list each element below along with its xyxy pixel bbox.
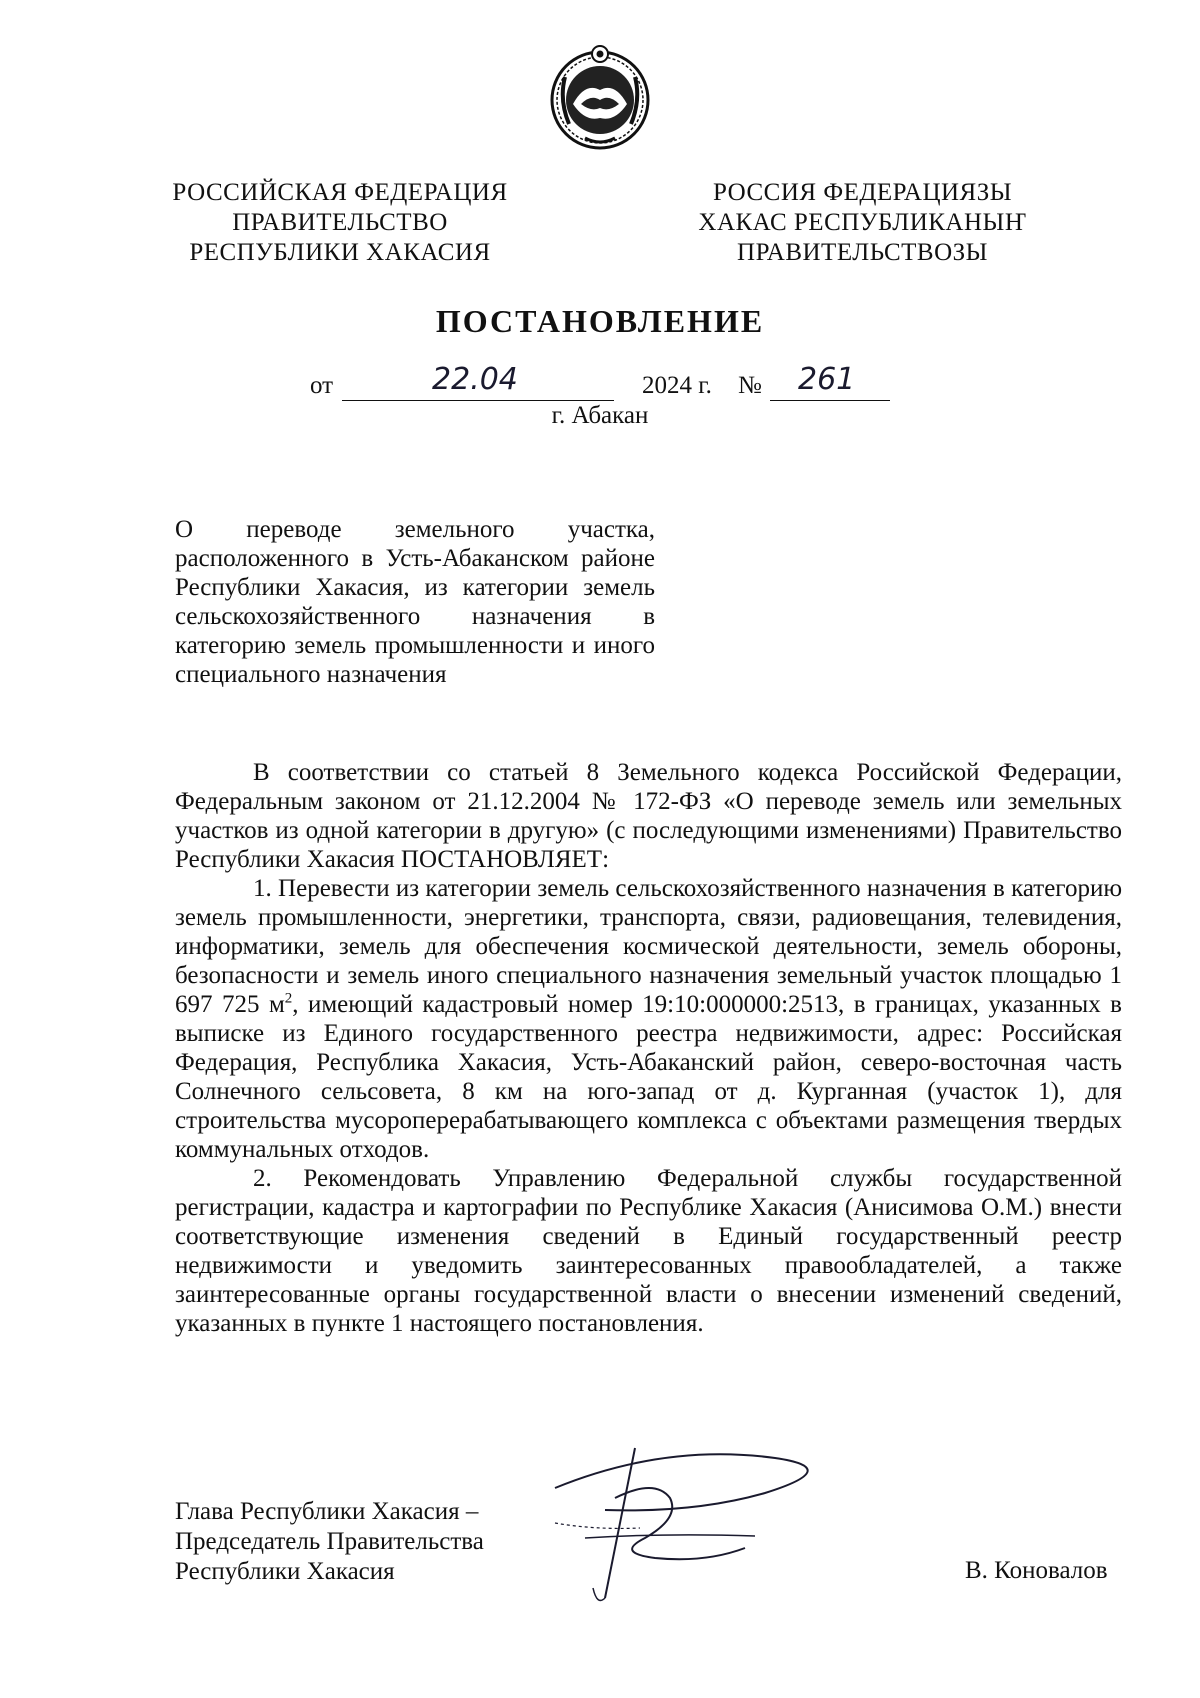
handwritten-signature (545, 1438, 865, 1613)
header-left-block (160, 178, 520, 268)
header-left-line: ПРАВИТЕЛЬСТВО (232, 209, 448, 236)
header-right-line: РОССИЯ ФЕДЕРАЦИЯЗЫ (712, 179, 1013, 206)
coat-of-arms-emblem (545, 42, 655, 152)
header-right-block (675, 178, 1050, 268)
document-subject: О переводе земельного участка, расположенного в Усть-Абаканском районе Республики Хакасия, из категории земель сельскохозяйственного назначения в категорию земель промышленности и иного специального назначения (175, 516, 655, 688)
signatory-position-line: Председатель Правительства (175, 1528, 484, 1555)
body-item-2: 2. Рекомендовать Управлению Федеральной службы государственной регистрации, кадастра и картографии по Республике Хакасия (Анисимова О.М.) внести соответствующие изменения сведений в Единый государственный реестр недвижимости и уведомить заинтересованных правообладателей, а также заинтересованные органы государственной власти о внесении изменений сведений, указанных в пункте 1 настоящего постановления. (175, 1165, 1122, 1337)
signatory-name: В. Коновалов (965, 1557, 1108, 1584)
header-right-line: ХАКАС РЕСПУБЛИКАНЫҤ (698, 209, 1027, 236)
body-item-1-text-part2: , имеющий кадастровый номер 19:10:000000:2513, в границах, указанных в выписке из Единого государственного реестра недвижимости, адрес: Российская Федерация, Республика Хакасия, Усть-Абаканский район, северо-восточная часть Солнечного сельсовета, 8 км на юго-запад от д. Курганная (участок 1), для строительства мусороперерабатывающего комплекса с объектами размещения твердых коммунальных отходов. (175, 991, 1122, 1163)
area-unit-superscript: 2 (284, 990, 293, 1007)
date-from-label: от (310, 372, 334, 399)
date-handwritten: 22.04 (432, 362, 518, 397)
city-line: г. Абакан (551, 402, 649, 429)
header-left-line: РЕСПУБЛИКИ ХАКАСИЯ (189, 239, 491, 266)
number-label: № (738, 372, 762, 399)
signatory-position-line: Республики Хакасия (175, 1558, 395, 1585)
body-item-1 (175, 874, 1122, 1164)
body-item-1-text-part1: 1. Перевести из категории земель сельскохозяйственного назначения в категорию земель промышленности, энергетики, транспорта, связи, радиовещания, телевидения, информатики, земель для обеспечения космической деятельности, земель обороны, безопасности и земель иного специального назначения земельный участок площадью 1 697 725 м (175, 875, 1122, 1018)
signatory-position (175, 1497, 484, 1587)
date-number-line (0, 362, 1200, 404)
body-intro-paragraph: В соответствии со статьей 8 Земельного кодекса Российской Федерации, Федеральным законом от 21.12.2004 № 172-ФЗ «О переводе земель или земельных участков из одной категории в другую» (с последующими изменениями) Правительство Республики Хакасия ПОСТАНОВЛЯЕТ: (175, 759, 1122, 873)
signatory-position-line: Глава Республики Хакасия – (175, 1498, 479, 1525)
header-right-line: ПРАВИТЕЛЬСТВОЗЫ (737, 239, 988, 266)
header-left-line: РОССИЙСКАЯ ФЕДЕРАЦИЯ (172, 179, 508, 206)
number-handwritten: 261 (798, 362, 856, 397)
date-year: 2024 г. (642, 372, 712, 399)
document-title: ПОСТАНОВЛЕНИЕ (435, 303, 765, 339)
document-body (175, 758, 1122, 1338)
